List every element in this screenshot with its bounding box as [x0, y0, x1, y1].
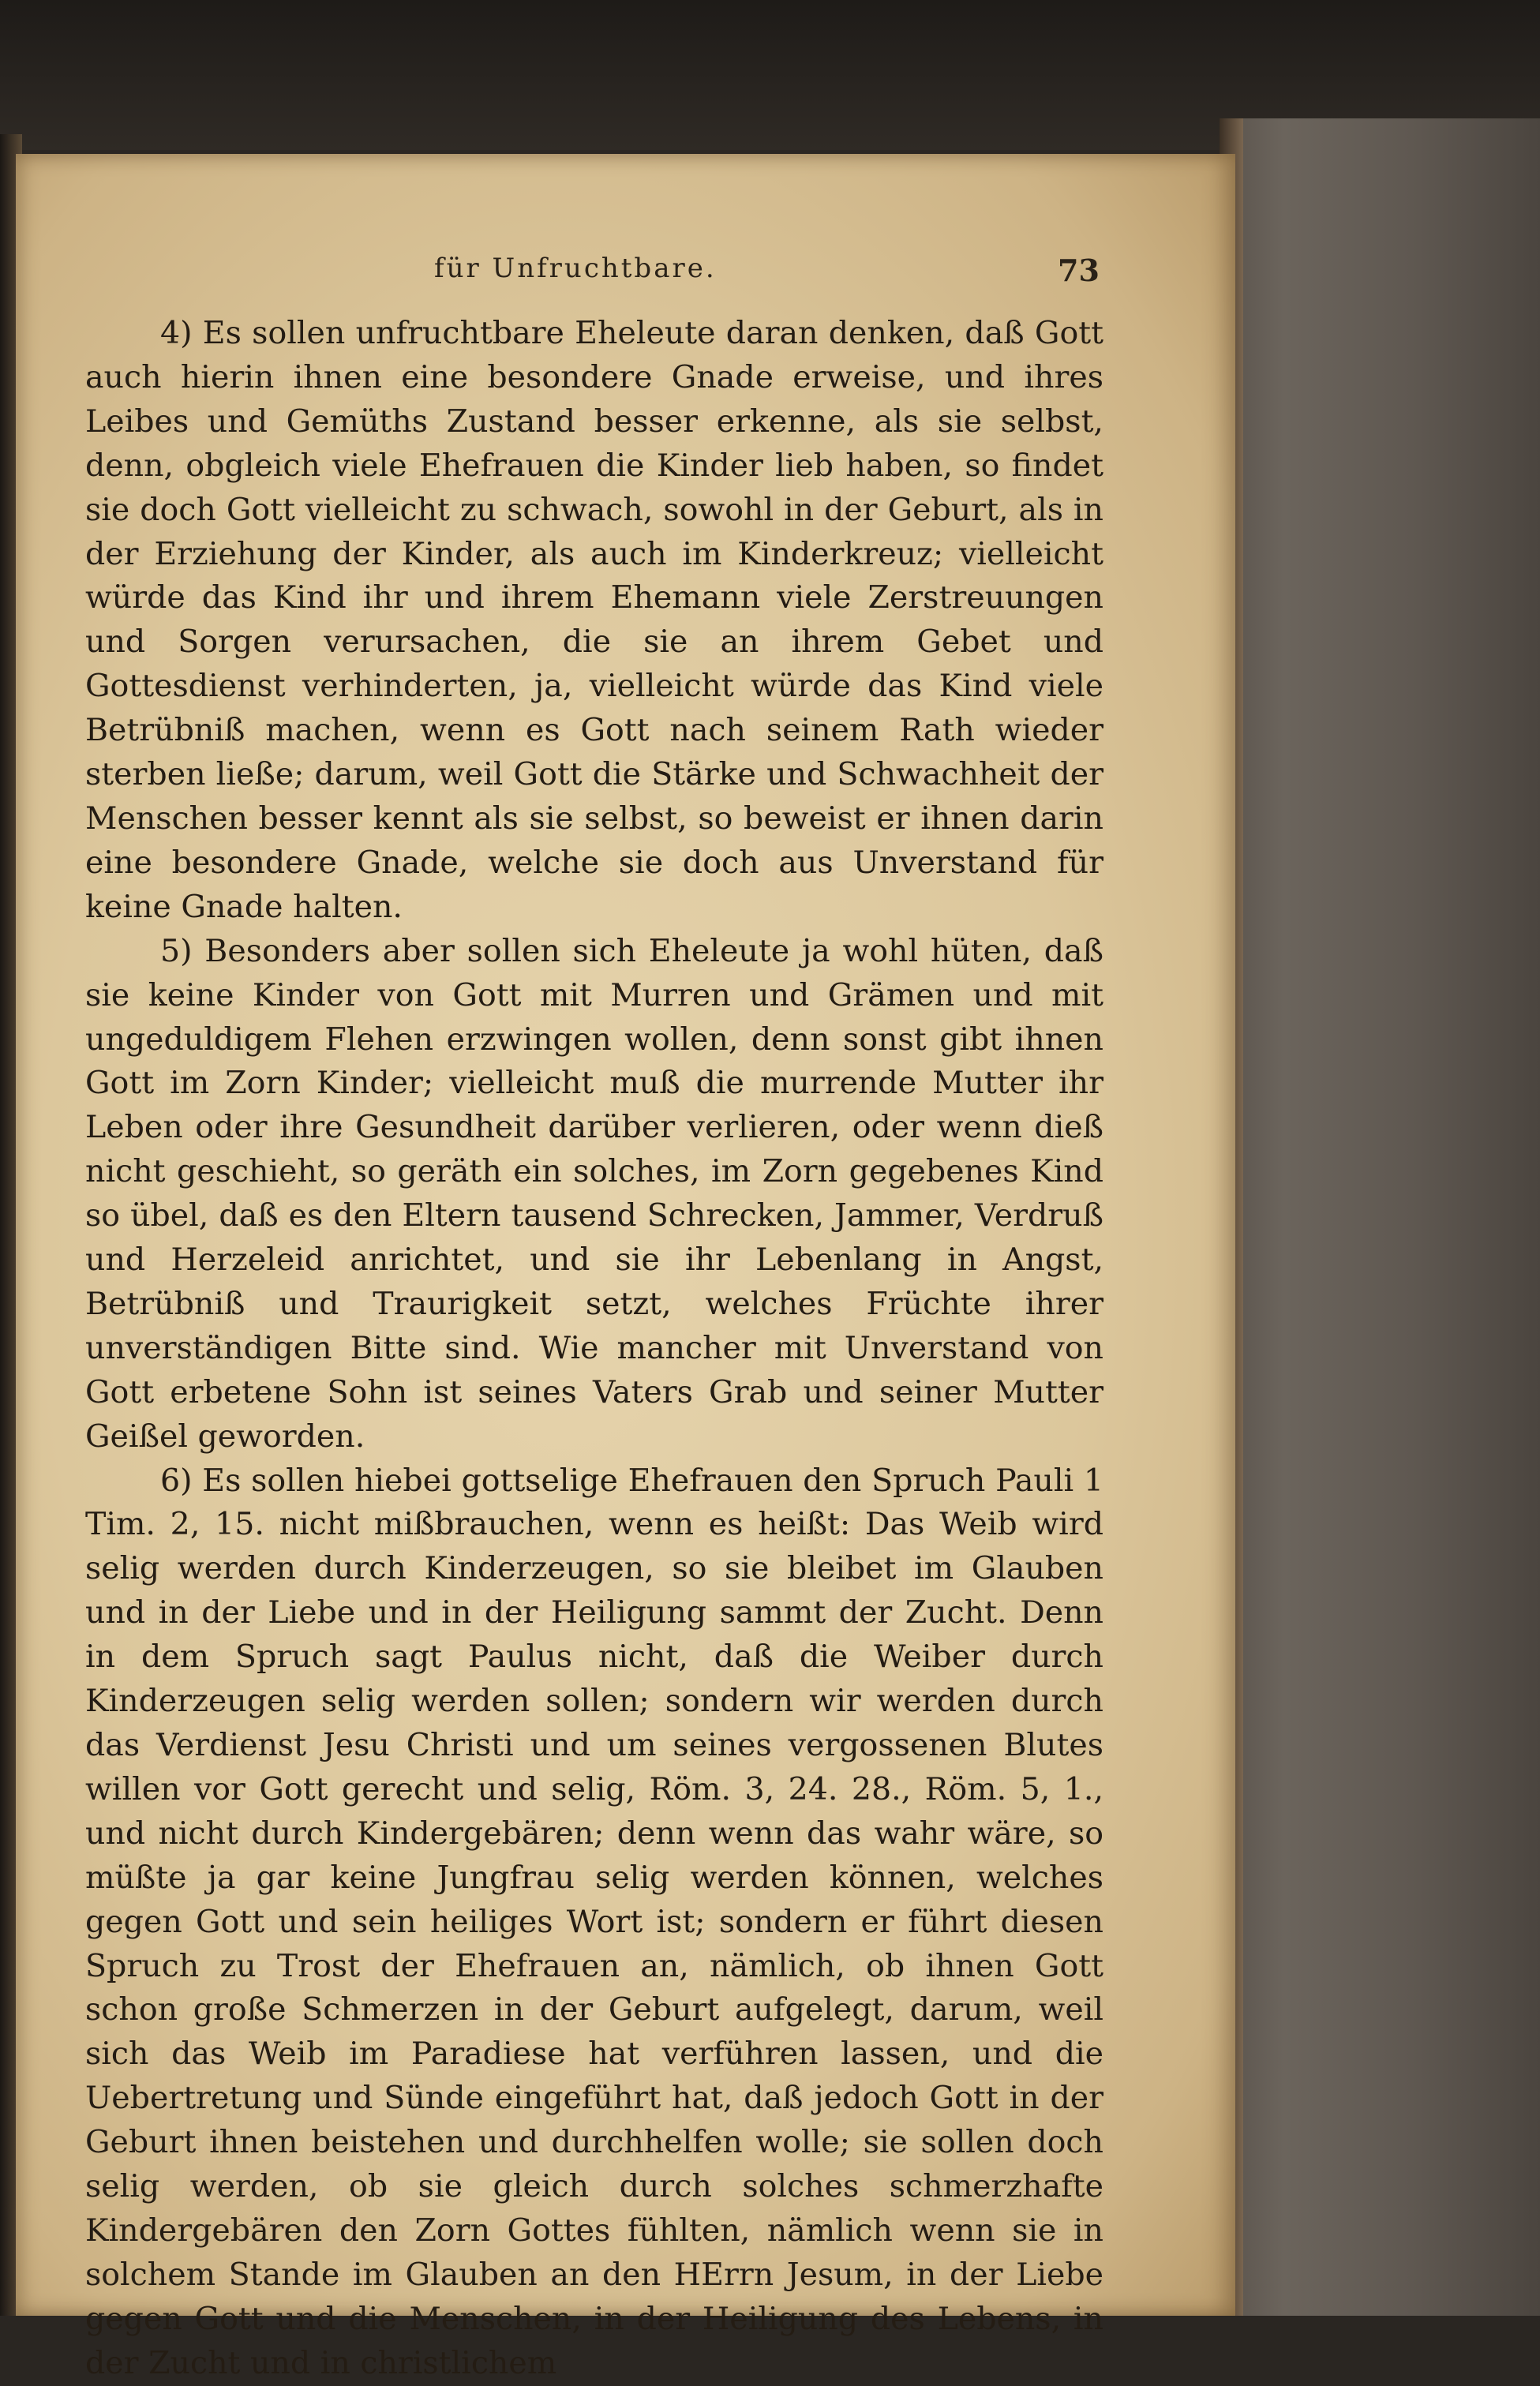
book-cover: [1220, 118, 1540, 2316]
page-header: [0, 253, 1220, 300]
running-head: für Unfruchtbare.: [434, 253, 717, 284]
paragraph-6: 6) Es sollen hiebei gottselige Ehefrauen den Spruch Pauli 1 Tim. 2, 15. nicht mißbrauchen, wenn es heißt: Das Weib wird selig werden durch Kinderzeugen, so sie bleibet im Glauben und in der Liebe und in der Heiligung sammt der Zucht. Denn in dem Spruch sagt Paulus nicht, daß die Weiber durch Kinderzeugen selig werden sollen; sondern wir werden durch das Verdienst Jesu Christi und um seines vergossenen Blutes willen vor Gott gerecht und selig, Röm. 3, 24. 28., Röm. 5, 1., und nicht durch Kindergebären; denn wenn das wahr wäre, so müßte ja gar keine Jungfrau selig werden können, welches gegen Gott und sein heiliges Wort ist; sondern er führt diesen Spruch zu Trost der Ehefrauen an, nämlich, ob ihnen Gott schon große Schmerzen in der Geburt aufgelegt, darum, weil sich das Weib im Paradiese hat verführen lassen, und die Uebertretung und Sünde eingeführt hat, daß jedoch Gott in der Geburt ihnen beistehen und durchhelfen wolle; sie sollen doch selig werden, ob sie gleich durch solches schmerzhafte Kindergebären den Zorn Gottes fühlten, nämlich wenn sie in solchem Stande im Glauben an den HErrn Jesum, in der Liebe gegen Gott und die Menschen, in der Heiligung des Lebens, in der Zucht und in christlichem: [85, 1462, 1103, 2381]
page-number: 73: [1058, 253, 1100, 288]
paragraph-4: 4) Es sollen unfruchtbare Eheleute daran denken, daß Gott auch hierin ihnen eine besondere Gnade erweise, und ihres Leibes und Gemüths Zustand besser erkenne, als sie selbst, denn, obgleich viele Ehefrauen die Kinder lieb haben, so findet sie doch Gott vielleicht zu schwach, sowohl in der Geburt, als in der Erziehung der Kinder, als auch im Kinderkreuz; vielleicht würde das Kind ihr und ihrem Ehemann viele Zerstreuungen und Sorgen verursachen, die sie an ihrem Gebet und Gottesdienst verhinderten, ja, vielleicht würde das Kind viele Betrübniß machen, wenn es Gott nach seinem Rath wieder sterben ließe; darum, weil Gott die Stärke und Schwachheit der Menschen besser kennt als sie selbst, so beweist er ihnen darin eine besondere Gnade, welche sie doch aus Unverstand für keine Gnade halten.: [85, 315, 1103, 925]
paragraph-5: 5) Besonders aber sollen sich Eheleute ja wohl hüten, daß sie keine Kinder von Gott mit Murren und Grämen und mit ungeduldigem Flehen erzwingen wollen, denn sonst gibt ihnen Gott im Zorn Kinder; vielleicht muß die murrende Mutter ihr Leben oder ihre Gesundheit darüber verlieren, oder wenn dieß nicht geschieht, so geräth ein solches, im Zorn gegebenes Kind so übel, daß es den Eltern tausend Schrecken, Jammer, Verdruß und Herzeleid anrichtet, und sie ihr Lebenlang in Angst, Betrübniß und Traurigkeit setzt, welches Früchte ihrer unverständigen Bitte sind. Wie mancher mit Unverstand von Gott erbetene Sohn ist seines Vaters Grab und seiner Mutter Geißel geworden.: [85, 932, 1103, 1455]
body-text: [85, 312, 1103, 2386]
